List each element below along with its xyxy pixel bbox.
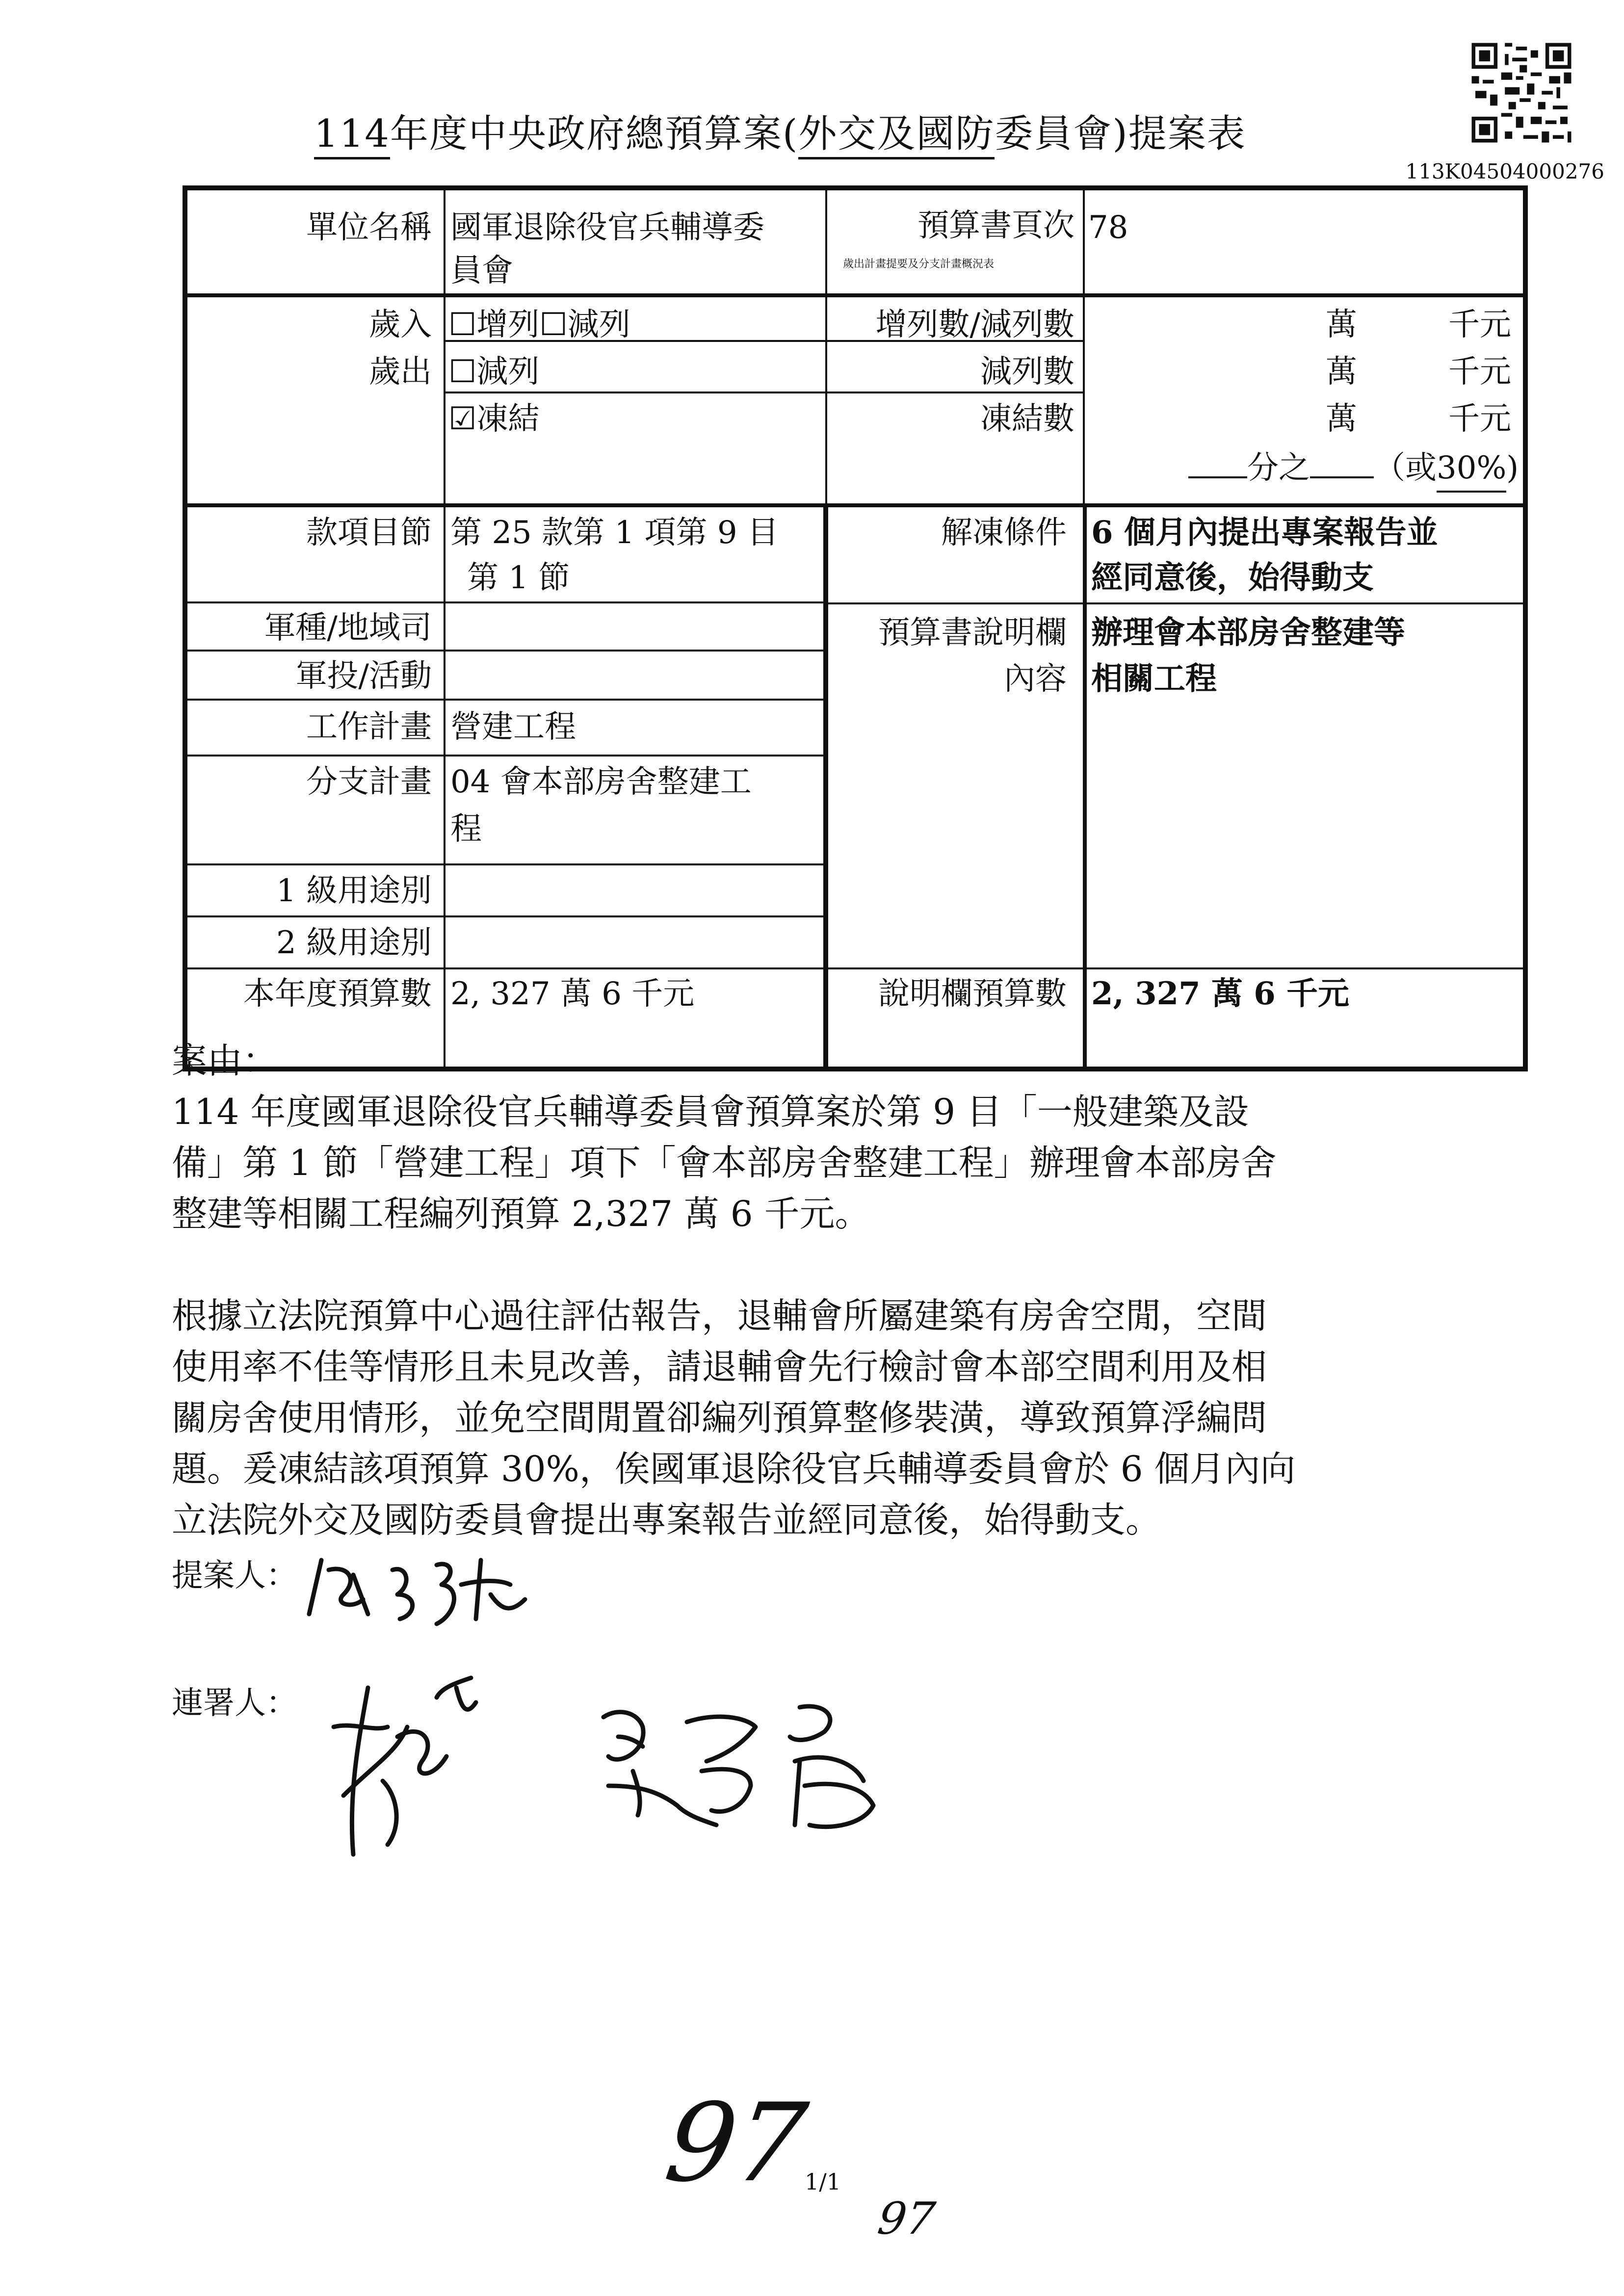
wan-unit-1: 萬 <box>1326 307 1357 343</box>
reason-para1-line1: 114 年度國軍退除役官兵輔導委員會預算案於第 9 目「一般建築及設 <box>172 1091 1249 1132</box>
proposer-label: 提案人： <box>172 1558 297 1594</box>
sub-plan-value-line2: 程 <box>450 811 482 847</box>
page-number-handwritten: 97 <box>658 2080 813 2206</box>
qian-yuan-unit-2: 千元 <box>1448 354 1511 390</box>
item-value-line2: 第 1 節 <box>467 560 570 596</box>
expense-option-reduce: ☐減列 <box>448 354 540 390</box>
ratio-open: （或 <box>1374 450 1437 486</box>
reason-para2-line1: 根據立法院預算中心過往評估報告，退輔會所屬建築有房舍空閒，空間 <box>172 1295 1267 1336</box>
unfreeze-condition-label: 解凍條件 <box>941 515 1067 551</box>
cosigner-signature-1 <box>314 1668 491 1884</box>
title-year: 114 <box>314 112 390 159</box>
title-mid: 年度中央政府總預算案( <box>390 112 799 156</box>
annual-budget-label: 本年度預算數 <box>243 976 432 1012</box>
description-budget-label: 說明欄預算數 <box>878 976 1067 1012</box>
fraction-blank-numerator <box>1188 476 1247 478</box>
decrease-label: 減列數 <box>980 354 1074 390</box>
annual-budget-value: 2, 327 萬 6 千元 <box>450 976 695 1012</box>
reason-para2-line3: 關房舍使用情形，並免空間閒置卻編列預算整修裝潢，導致預算浮編問 <box>172 1397 1267 1438</box>
work-plan-value: 營建工程 <box>450 709 576 745</box>
reason-para2-line2: 使用率不佳等情形且未見改善，請退輔會先行檢討會本部空間利用及相 <box>172 1346 1267 1387</box>
item-value-line1: 第 25 款第 1 項第 9 目 <box>450 515 779 551</box>
ratio-close: ) <box>1506 450 1519 486</box>
activity-label: 軍投/活動 <box>295 658 432 694</box>
unfreeze-condition-line2: 經同意後，始得動支 <box>1091 559 1374 596</box>
proposer-signature <box>294 1540 550 1639</box>
unit-name-value-line1: 國軍退除役官兵輔導委 <box>450 209 764 246</box>
description-label-line2: 內容 <box>1004 661 1067 697</box>
proposal-form-table <box>183 185 1528 1071</box>
reason-label: 案由： <box>172 1040 278 1081</box>
description-line1: 辦理會本部房舍整建等 <box>1091 614 1405 651</box>
budget-page-value: 78 <box>1088 209 1128 246</box>
budget-page-label: 預算書頁次 <box>917 208 1074 244</box>
title-committee: 外交及國防 <box>798 112 995 159</box>
freeze-label: 凍結數 <box>980 401 1074 437</box>
use-level2-label: 2 級用途別 <box>276 925 432 961</box>
wan-unit-3: 萬 <box>1326 401 1357 437</box>
description-budget-value: 2, 327 萬 6 千元 <box>1091 975 1350 1012</box>
cosigner-label: 連署人： <box>172 1685 297 1722</box>
title-end: 委員會)提案表 <box>995 112 1246 156</box>
reason-para1-line3: 整建等相關工程編列預算 2,327 萬 6 千元。 <box>172 1193 870 1234</box>
page-number-small: 97 <box>874 2193 938 2244</box>
budget-page-sublabel: 歲出計畫提要及分支計畫概況表 <box>843 258 995 270</box>
revenue-label: 歲入 <box>369 307 432 343</box>
reason-para2-line4: 題。爰凍結該項預算 30%，俟國軍退除役官兵輔導委員會於 6 個月內向 <box>172 1448 1296 1489</box>
qian-yuan-unit-3: 千元 <box>1448 401 1511 437</box>
qian-yuan-unit-1: 千元 <box>1448 307 1511 343</box>
unfreeze-condition-line1: 6 個月內提出專案報告並 <box>1091 514 1438 551</box>
sub-plan-label: 分支計畫 <box>306 764 432 800</box>
fraction-text: 分之 <box>1247 450 1310 486</box>
use-level1-label: 1 級用途別 <box>276 873 432 909</box>
reason-para2-line5: 立法院外交及國防委員會提出專案報告並經同意後，始得動支。 <box>172 1499 1161 1540</box>
wan-unit-2: 萬 <box>1326 354 1357 390</box>
page-title <box>314 103 1393 158</box>
cosigner-signature-2 <box>589 1688 903 1850</box>
ratio-value: 30% <box>1437 445 1506 493</box>
revenue-options: ☐增列☐減列 <box>448 307 630 343</box>
document-id: 113K04504000276 <box>1405 159 1604 183</box>
branch-label: 軍種/地域司 <box>264 610 432 646</box>
description-label-line1: 預算書說明欄 <box>878 615 1067 651</box>
reason-para1-line2: 備」第 1 節「營建工程」項下「會本部房舍整建工程」辦理會本部房舍 <box>172 1142 1277 1183</box>
freeze-ratio <box>1188 445 1519 493</box>
unit-name-label: 單位名稱 <box>306 209 432 246</box>
description-line2: 相關工程 <box>1091 660 1217 697</box>
unit-name-value-line2: 員會 <box>450 253 513 289</box>
fraction-blank-denominator <box>1310 476 1374 478</box>
work-plan-label: 工作計畫 <box>306 709 432 745</box>
page-fraction: 1/1 <box>805 2168 841 2195</box>
expense-label: 歲出 <box>369 354 432 390</box>
expense-option-freeze: ☑凍結 <box>448 401 540 437</box>
qr-code <box>1468 39 1575 146</box>
item-label: 款項目節 <box>306 515 432 551</box>
increase-decrease-label: 增列數/減列數 <box>875 307 1074 343</box>
sub-plan-value-line1: 04 會本部房舍整建工 <box>450 764 752 800</box>
